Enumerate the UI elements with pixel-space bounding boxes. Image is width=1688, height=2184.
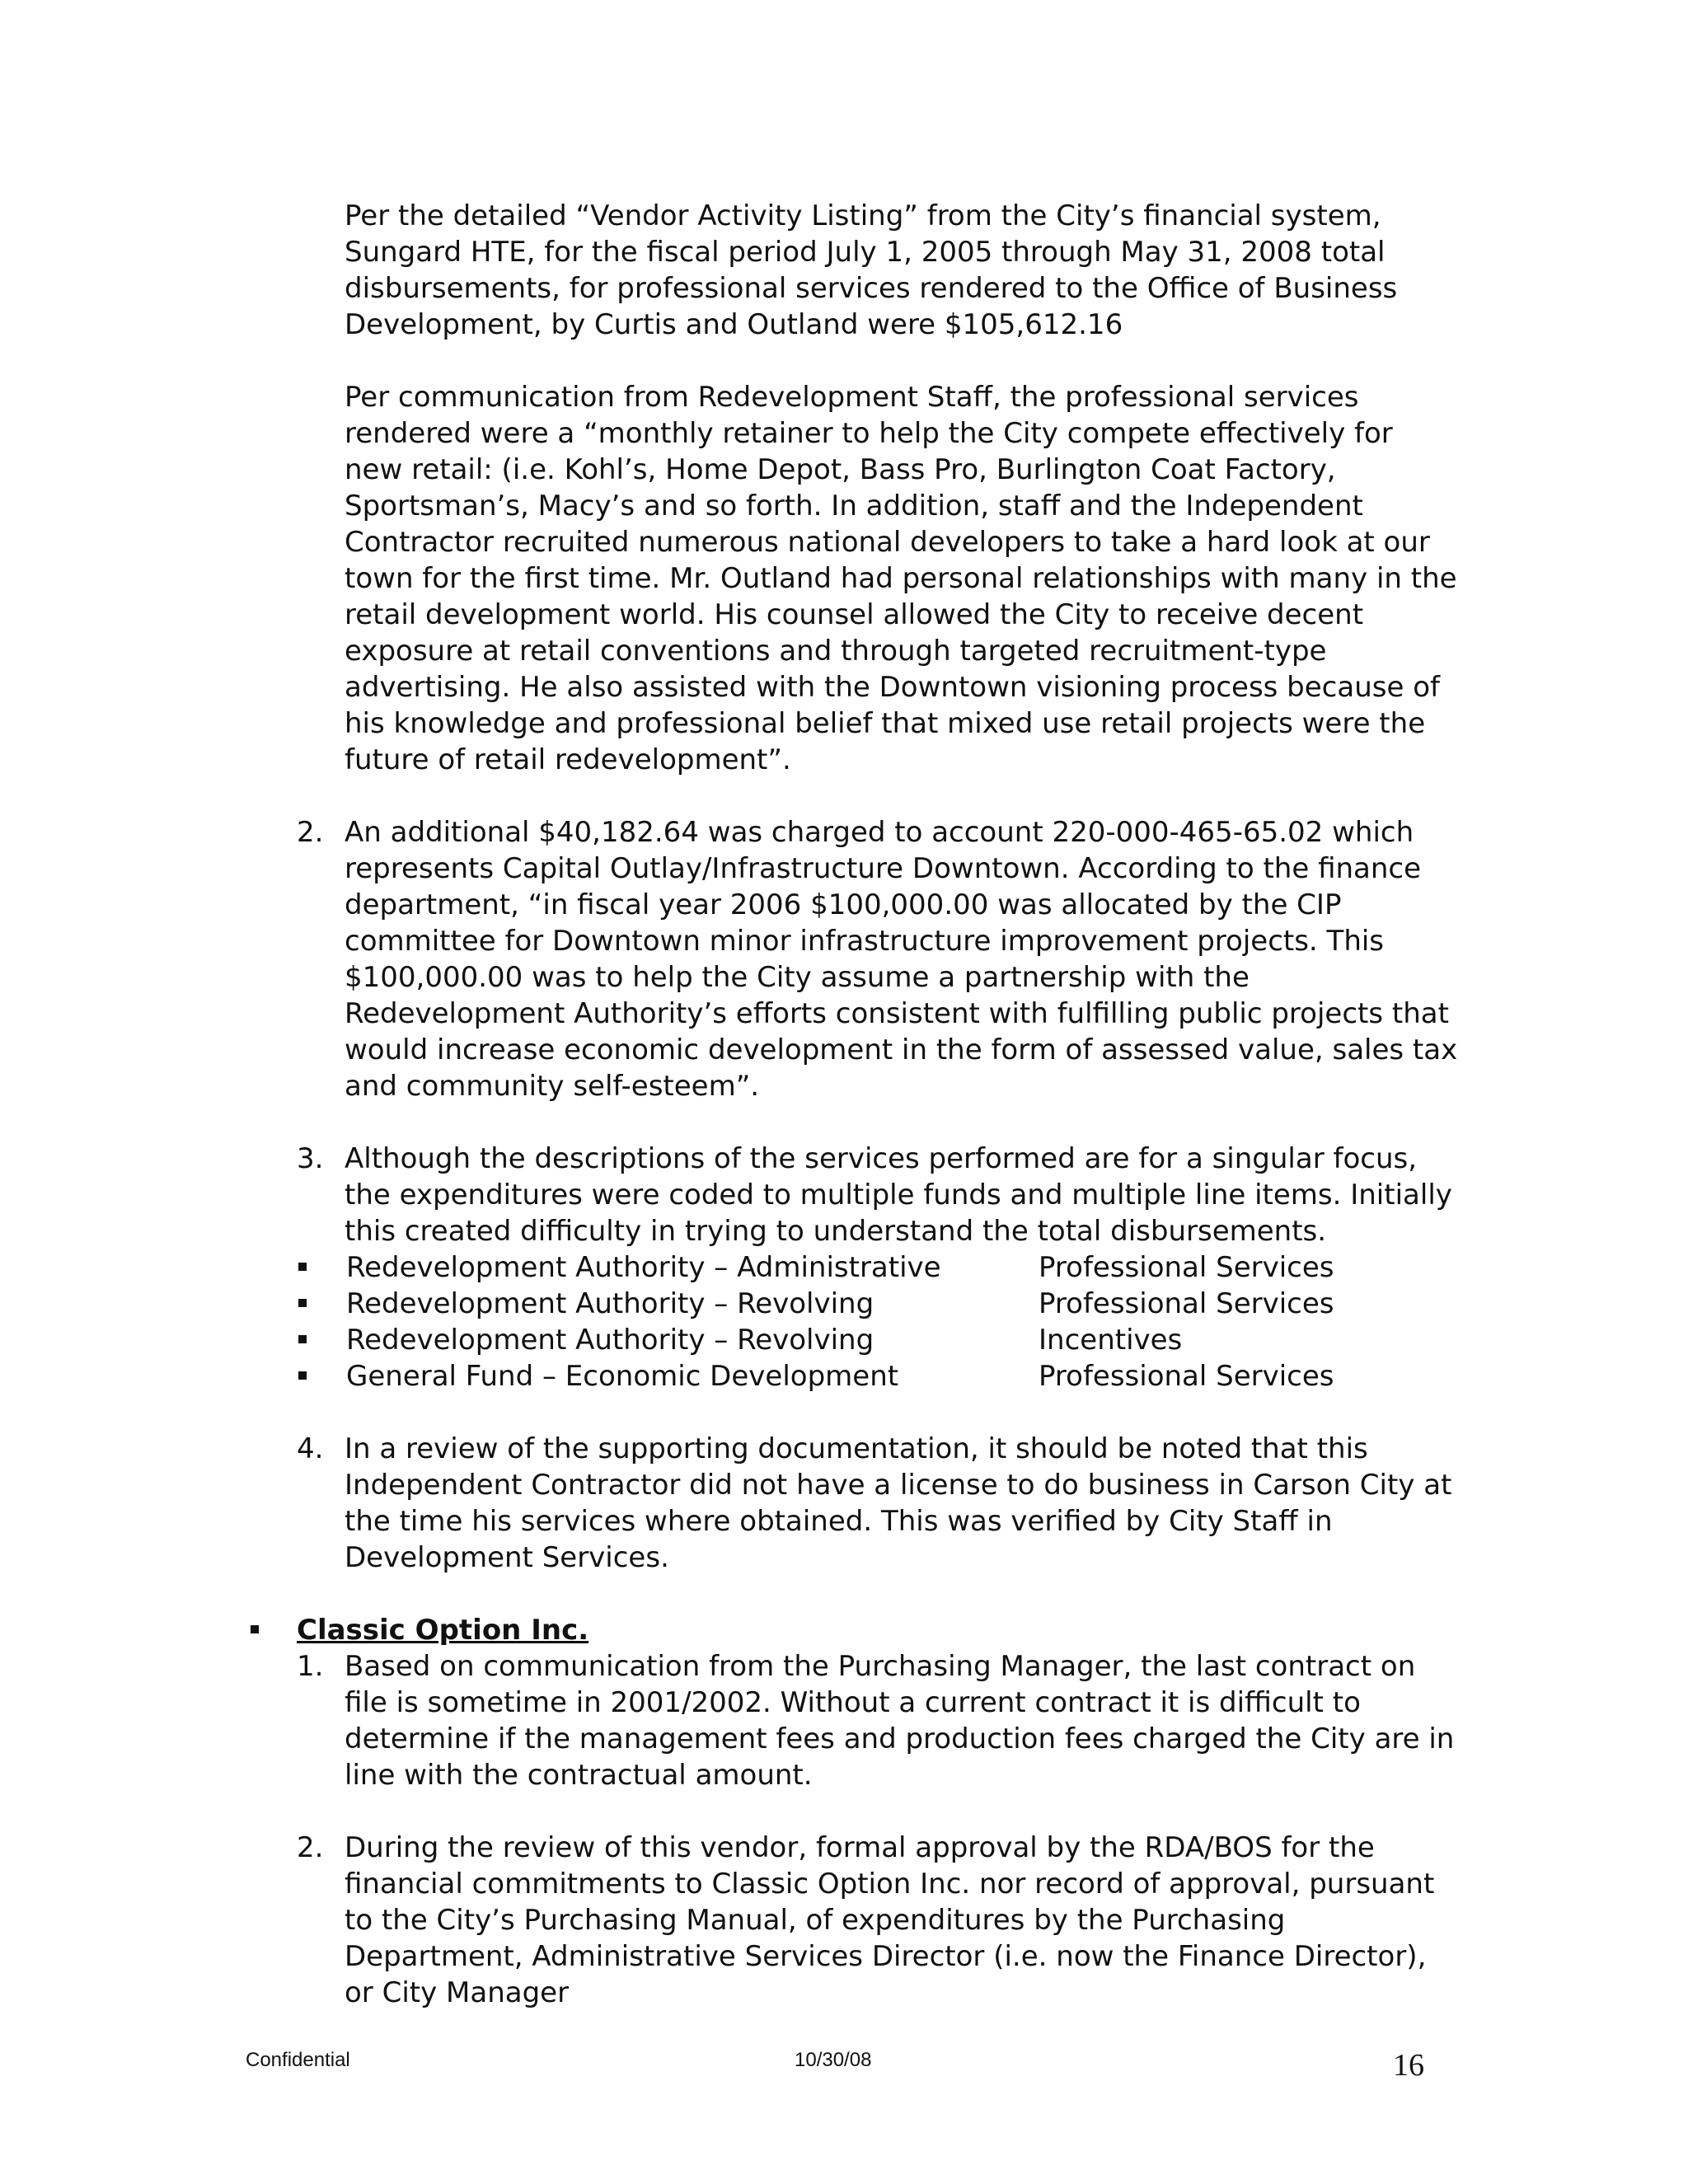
line-item-name: Professional Services <box>1039 1287 1334 1320</box>
numbered-item <box>297 1830 1459 2011</box>
numbered-item <box>297 1648 1459 1793</box>
item-number: 4. <box>297 1432 324 1465</box>
bullet-square-icon <box>298 1263 307 1271</box>
item-number: 1. <box>297 1650 324 1683</box>
list-item <box>247 1322 1459 1358</box>
fund-name: Redevelopment Authority – Revolving <box>346 1287 874 1320</box>
bullet-square-icon <box>298 1299 307 1307</box>
numbered-item <box>297 814 1459 1104</box>
footer-confidential-label: Confidential <box>246 2049 350 2071</box>
numbered-item <box>297 1141 1459 1394</box>
item-text: Based on communication from the Purchasing Manager, the last contract on file is sometime in 2001/2002. Without a current contract it is difficult to determine if the management fees and production fees charged the City are in line with the contractual amount. <box>345 1650 1455 1792</box>
item-number: 2. <box>297 816 324 849</box>
list-item <box>247 1286 1459 1322</box>
intro-paragraph: Per communication from Redevelopment Staff, the professional services rendered were a “monthly retainer to help the City compete effectively for new retail: (i.e. Kohl’s, Home Depot, Bass Pro, Burlington Coat Factory, Sportsman’s, Macy’s and so forth. In addition, staff and the Independent Contractor recruited numerous national developers to take a hard look at our town for the first time. Mr. Outland had personal relationships with many in the retail development world. His counsel allowed the City to receive decent exposure at retail conventions and through targeted recruitment-type advertising. He also assisted with the Downtown visioning process because of his knowledge and professional belief that mixed use retail projects were the future of retail redevelopment”. <box>345 381 1457 776</box>
numbered-item <box>297 1431 1459 1576</box>
fund-name: Redevelopment Authority – Revolving <box>346 1324 874 1357</box>
item-number: 3. <box>297 1142 324 1175</box>
line-item-name: Professional Services <box>1039 1251 1334 1284</box>
list-item <box>247 1358 1459 1394</box>
document-body <box>247 198 1459 2047</box>
vendor-heading <box>297 1612 1459 1648</box>
item-number: 2. <box>297 1831 324 1864</box>
line-item-name: Incentives <box>1039 1324 1183 1357</box>
list-item <box>247 1249 1459 1286</box>
fund-name: General Fund – Economic Development <box>346 1360 899 1393</box>
item-text: During the review of this vendor, formal approval by the RDA/BOS for the financial commitments to Classic Option Inc. nor record of approval, pursuant to the City’s Purchasing Manual, of expenditures by the Purchasing Department, Administrative Services Director (i.e. now the Finance Director), or City Manager <box>345 1831 1435 2009</box>
page-number: 16 <box>1393 2048 1424 2083</box>
fund-name: Redevelopment Authority – Administrative <box>346 1251 941 1284</box>
bullet-square-icon <box>298 1371 307 1380</box>
intro-paragraph: Per the detailed “Vendor Activity Listing” from the City’s financial system, Sungard HTE, for the fiscal period July 1, 2005 through May 31, 2008 total disbursements, for professional services rendered to the Office of Business Development, by Curtis and Outland were $105,612.16 <box>345 199 1398 341</box>
item-text: Although the descriptions of the services performed are for a singular focus, the expenditures were coded to multiple funds and multiple line items. Initially this created difficulty in trying to understand the total disbursements. <box>345 1142 1452 1248</box>
vendor-title: Classic Option Inc. <box>297 1614 589 1647</box>
line-item-name: Professional Services <box>1039 1360 1334 1393</box>
fund-line-item-list <box>247 1249 1459 1394</box>
bullet-square-icon <box>298 1335 307 1343</box>
footer-date: 10/30/08 <box>795 2049 872 2071</box>
bullet-square-icon <box>251 1625 259 1633</box>
item-text: In a review of the supporting documentation, it should be noted that this Independent Contractor did not have a license to do business in Carson City at the time his services where obtained. This was verified by City Staff in Development Services. <box>345 1432 1452 1574</box>
item-text: An additional $40,182.64 was charged to account 220-000-465-65.02 which represents Capital Outlay/Infrastructure Downtown. According to the finance department, “in fiscal year 2006 $100,000.00 was allocated by the CIP committee for Downtown minor infrastructure improvement projects. This $100,000.00 was to help the City assume a partnership with the Redevelopment Authority’s efforts consistent with fulfilling public projects that would increase economic development in the form of assessed value, sales tax and community self-esteem”. <box>345 816 1458 1103</box>
